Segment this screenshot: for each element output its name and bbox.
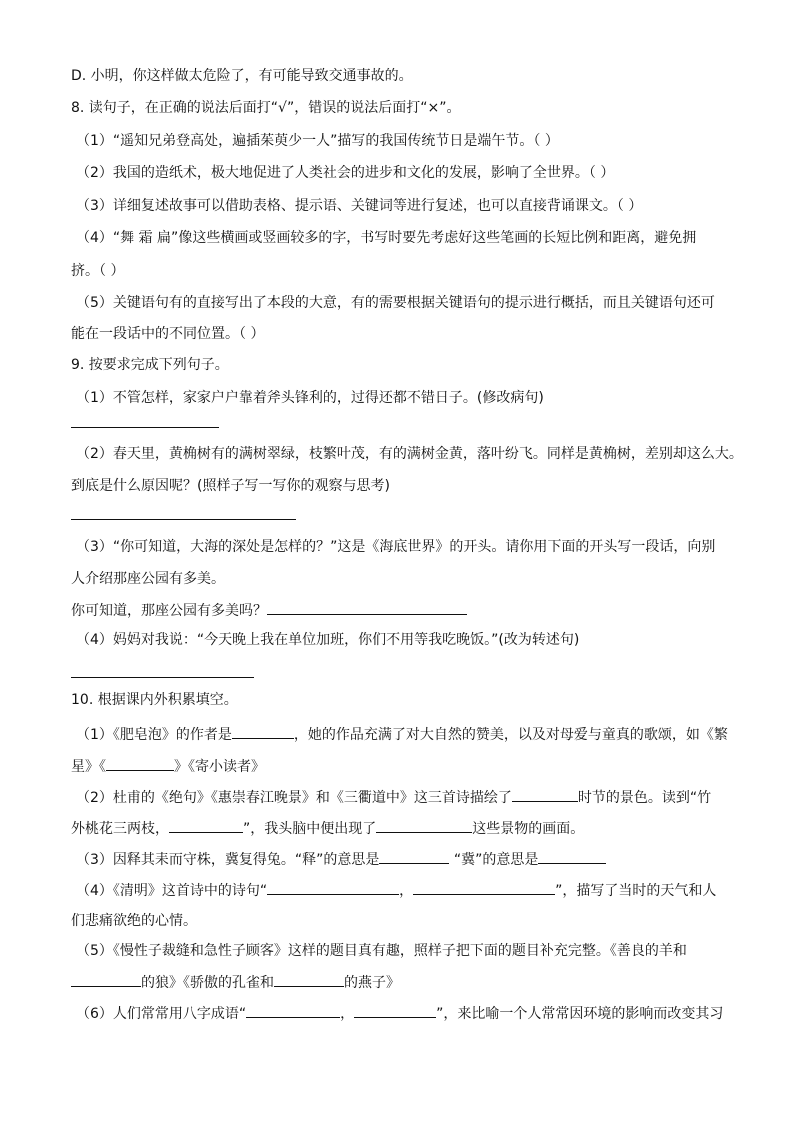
q10-item-4-text-b: ， (399, 883, 414, 899)
q8-item-5-line1: （5）关键语句有的直接写出了本段的大意，有的需要根据关键语句的提示进行概括，而且关键语句还可 (76, 295, 715, 311)
q10-item-6-text-c: ”，来比喻一个人常常因环境的影响而改变其习 (436, 1006, 724, 1022)
q9-item-4: （4）妈妈对我说：“今天晚上我在单位加班，你们不用等我吃晚饭。”(改为转述句) (76, 632, 580, 648)
q10-item-2-line1 (76, 787, 736, 808)
q10-item-5-text-b: 的燕子》 (344, 975, 400, 991)
q10-item-1-text-b: ，她的作品充满了对大自然的赞美，以及对母爱与童真的歌颂，如《繁 (293, 727, 728, 743)
q10-item-4-blank-2[interactable] (413, 880, 555, 895)
q10-item-1-text-c: 星》《 (71, 759, 106, 775)
q10-item-2-text-c: 外桃花三两枝， (71, 821, 169, 837)
q10-item-2-text-e: 这些景物的画面。 (472, 821, 585, 837)
q8-item-4-line2: 挤。（ ） (71, 263, 125, 279)
q9-item-2-line1: （2）春天里，黄桷树有的满树翠绿，枝繁叶茂，有的满树金黄，落叶纷飞。同样是黄桷树，差别却这么大。 (76, 446, 743, 462)
q8-item-5-line2: 能在一段话中的不同位置。（ ） (71, 326, 265, 342)
q10-item-6-text-a: （6）人们常常用八字成语“ (76, 1006, 247, 1022)
q9-item-4-answer-line[interactable] (71, 677, 254, 678)
q9-item-2-answer-line[interactable] (71, 519, 296, 520)
q10-item-2-text-a: （2）杜甫的《绝句》《惠崇春江晚景》和《三衢道中》这三首诗描绘了 (76, 790, 512, 806)
q7-option-d: D. 小明，你这样做太危险了，有可能导致交通事故的。 (71, 68, 413, 84)
q10-item-6 (76, 1003, 736, 1024)
q10-item-6-blank-1[interactable] (246, 1003, 340, 1018)
q10-item-6-blank-2[interactable] (354, 1003, 436, 1018)
q8-item-1: （1）“遥知兄弟登高处，遍插茱萸少一人”描写的我国传统节日是端午节。（ ） (76, 133, 559, 149)
q8-title: 8. 读句子，在正确的说法后面打“√”，错误的说法后面打“×”。 (71, 100, 461, 116)
q8-item-3: （3）详细复述故事可以借助表格、提示语、关键词等进行复述，也可以直接背诵课文。（ ） (76, 198, 643, 214)
q10-item-5-text-a: 的狼》《骄傲的孔雀和 (141, 975, 274, 991)
q9-item-3-line3 (71, 600, 731, 621)
q10-item-3 (76, 849, 736, 870)
q10-item-3-text-b: “冀”的意思是 (449, 852, 539, 868)
q10-item-5-blank-wolf[interactable] (71, 972, 141, 987)
q9-item-3-line2: 人介绍那座公园有多美。 (71, 571, 225, 587)
q10-item-4-line1 (76, 880, 736, 901)
q10-item-1-text-d: 》《寄小读者》 (174, 759, 265, 775)
q10-item-2-blank-scenery[interactable] (376, 818, 472, 833)
q10-item-4-blank-1[interactable] (267, 880, 399, 895)
q10-item-2-line2 (71, 818, 731, 839)
q10-item-5-line1: （5）《慢性子裁缝和急性子顾客》这样的题目真有趣，照样子把下面的题目补充完整。《善良的羊和 (76, 943, 687, 959)
q8-item-4-line1: （4）“舞 霜 扁”像这些横画或竖画较多的字，书写时要先考虑好这些笔画的长短比例和距离，避免拥 (76, 230, 697, 246)
q10-item-6-text-b: ， (340, 1006, 355, 1022)
q10-item-4-text-a: （4）《清明》这首诗中的诗句“ (76, 883, 268, 899)
q8-item-2: （2）我国的造纸术，极大地促进了人类社会的进步和文化的发展，影响了全世界。（ ） (76, 165, 615, 181)
q10-title: 10. 根据课内外积累填空。 (71, 692, 238, 708)
q9-item-1: （1）不管怎样，家家户户靠着斧头锋利的，过得还都不错日子。(修改病句) (76, 390, 544, 406)
q10-item-2-text-d: ”，我头脑中便出现了 (243, 821, 377, 837)
q10-item-1-text-a: （1）《肥皂泡》的作者是 (76, 727, 232, 743)
q10-item-2-blank-line[interactable] (169, 818, 243, 833)
q10-item-5-line2 (71, 972, 731, 993)
q10-item-1-line2 (71, 756, 731, 777)
q10-item-4-text-c: ”，描写了当时的天气和人 (555, 883, 717, 899)
q9-item-1-answer-line[interactable] (71, 427, 219, 428)
q9-item-3-line1: （3）“你可知道，大海的深处是怎样的？”这是《海底世界》的开头。请你用下面的开头写一段话，向别 (76, 539, 716, 555)
q10-item-5-blank-swallow[interactable] (274, 972, 344, 987)
q10-item-1-blank-author[interactable] (232, 724, 294, 739)
q10-item-2-blank-season[interactable] (512, 787, 578, 802)
q9-item-2-line2: 到底是什么原因呢？(照样子写一写你的观察与思考) (71, 478, 390, 494)
q9-title: 9. 按要求完成下列句子。 (71, 357, 229, 373)
q10-item-1-line1 (76, 724, 736, 745)
q10-item-4-line2: 们悲痛欲绝的心情。 (71, 913, 197, 929)
q10-item-2-text-b: 时节的景色。读到“竹 (577, 790, 712, 806)
q9-item-3-answer-blank[interactable] (267, 600, 467, 615)
q9-item-3-prompt: 你可知道，那座公园有多美吗？ (71, 603, 267, 619)
q10-item-1-blank-book[interactable] (106, 756, 174, 771)
q10-item-3-blank-shi[interactable] (379, 849, 449, 864)
q10-item-3-text-a: （3）因释其耒而守株，冀复得兔。“释”的意思是 (76, 852, 380, 868)
q10-item-3-blank-ji[interactable] (538, 849, 606, 864)
